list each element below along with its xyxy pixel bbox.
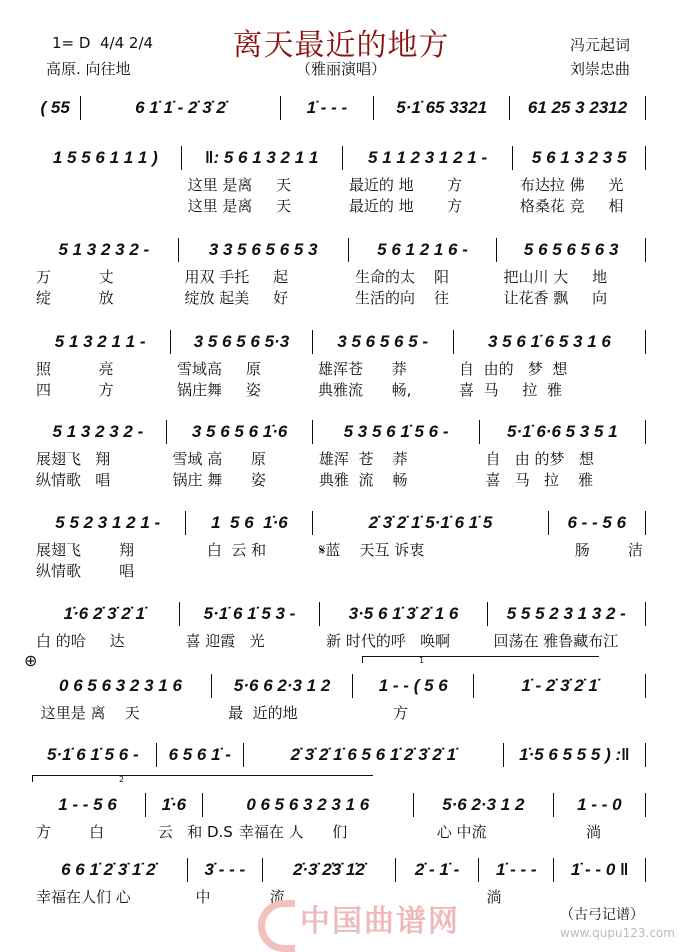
- lyric-segment: 心 中流: [436, 823, 487, 841]
- lyric-segment: 万 丈: [36, 268, 114, 286]
- measure: 1̇·5 6 5 5 5 ) :‖: [504, 743, 646, 767]
- measure: 3·5 6 1̇ 3̇ 2̇ 1 6: [320, 602, 487, 626]
- lyric-segment: [474, 704, 646, 722]
- measure: 2̇·3̇ 2̇3̇ 1̇2̇: [263, 858, 396, 882]
- lyric-segment: 展翅飞 翔: [36, 541, 135, 559]
- lyric-segment: 淌: [566, 823, 602, 841]
- lyric-line: [30, 562, 646, 580]
- lyric-segment: 白 的哈 达: [36, 632, 125, 650]
- lyric-segment: 肠 洁: [555, 541, 643, 559]
- lyric-segment: 𝄋蓝 天互 诉衷: [318, 541, 425, 559]
- lyric-segment: 用双 手托 起: [184, 268, 289, 286]
- staff-row: [30, 330, 646, 354]
- lyric-segment: 最 近的地: [218, 704, 298, 722]
- measure: 3̇ - - -: [188, 858, 263, 882]
- lyric-segment: 纵情歌 唱: [36, 562, 135, 580]
- volta-1-bracket: [362, 656, 599, 663]
- lyric-line: [30, 450, 646, 468]
- lyric-segment: 喜 马 拉 雅: [485, 471, 594, 489]
- measure: 3 5 6 5 6 5·3: [171, 330, 312, 354]
- staff-row: [30, 602, 646, 626]
- lyric-line: [30, 360, 646, 378]
- lyric-segment: 雪域 高 原: [172, 450, 266, 468]
- measure: 5·1̇ 6 1̇ 5 3 -: [180, 602, 321, 626]
- lyric-segment: 锅庄 舞 姿: [172, 471, 266, 489]
- measure: 2̇ 3̇ 2̇ 1̇ 6 5 6 1̇ 2̇ 3̇ 2̇ 1̇: [244, 743, 504, 767]
- lyricist: 冯元起词: [570, 36, 631, 54]
- measure: 5 1 1 2 3 1 2 1 -: [343, 146, 514, 170]
- measure: 2̇ 3̇ 2̇ 1̇ 5·1̇ 6 1̇ 5: [313, 511, 548, 535]
- measure: 1̇ - - -: [281, 96, 375, 120]
- measure: 5 5 2 3 1 2 1 -: [30, 511, 186, 535]
- volta-2-bracket: [32, 775, 373, 782]
- measure: 1 5 6 1̇·6: [186, 511, 313, 535]
- lyric-line: [30, 471, 646, 489]
- lyric-segment: 生命的太 阳: [354, 268, 450, 286]
- lyric-line: [30, 197, 646, 215]
- measure: 5 1 3 2 3 2 -: [30, 238, 179, 262]
- measure: 3 5 6 5 6 5 -: [313, 330, 454, 354]
- singer: （雅丽演唱）: [295, 60, 386, 78]
- staff-row: [30, 674, 646, 698]
- lyric-segment: [550, 562, 646, 580]
- measure: 5·1̇ 65 3321: [374, 96, 510, 120]
- lyric-line: [30, 704, 646, 722]
- lyric-segment: 典雅流 畅,: [318, 381, 412, 399]
- lyric-segment: 喜 迎霞 光: [185, 632, 265, 650]
- lyric-segment: 流: [269, 888, 285, 906]
- lyric-segment: 雄浑 苍 莽: [318, 450, 408, 468]
- lyric-segment: [30, 197, 182, 215]
- lyric-segment: 幸福在人们 心: [36, 888, 131, 906]
- volta-2-label: 2: [119, 775, 125, 784]
- measure: 61 25 3 2312: [510, 96, 646, 120]
- measure: 1 5 5 6 1 1 1 ): [30, 146, 182, 170]
- lyric-segment: 典雅 流 畅: [318, 471, 408, 489]
- lyric-segment: 把山川 大 地: [503, 268, 608, 286]
- measure: 5 1 3 2 1 1 -: [30, 330, 171, 354]
- measure: ( 55: [30, 96, 81, 120]
- lyric-line: [30, 268, 646, 286]
- lyric-segment: 展翅飞 翔: [36, 450, 111, 468]
- staff-row: [30, 743, 646, 767]
- lyric-segment: 自 由 的梦 想: [485, 450, 594, 468]
- measure: 6 6 1̇ 2̇ 3̇ 1̇ 2̇: [30, 858, 188, 882]
- measure: 1̇·6 2̇ 3̇ 2̇ 1̇: [30, 602, 180, 626]
- coda-sign: ⊕: [24, 651, 38, 670]
- measure: 1 - - 5 6: [30, 793, 146, 817]
- lyric-line: [30, 176, 646, 194]
- lyric-segment: 格桑花 竞 相: [519, 197, 624, 215]
- staff-row: [30, 96, 646, 120]
- song-title: 离天最近的地方: [232, 28, 450, 63]
- measure: 1 - - ( 5 6: [353, 674, 474, 698]
- lyric-segment: 这里 是离 天: [187, 197, 292, 215]
- measure: 0 6 5 6 3 2 3 1 6: [203, 793, 414, 817]
- measure: 5 6 1 2 1 6 -: [349, 238, 498, 262]
- lyric-segment: [187, 562, 313, 580]
- lyric-segment: 幸福在 人 们: [238, 823, 348, 841]
- lyric-line: [30, 823, 646, 841]
- measure: 2̇ - 1̇ -: [396, 858, 479, 882]
- staff-row: [30, 146, 646, 170]
- measure: 6 5 6 1̇ -: [157, 743, 244, 767]
- watermark-logo: [258, 900, 295, 952]
- measure: 5 6 1 3 2 3 5: [513, 146, 646, 170]
- lyric-segment: 绽 放: [36, 289, 114, 307]
- measure: 5·1̇ 6·6 5 3 5 1: [480, 420, 646, 444]
- lyric-segment: 四 方: [36, 381, 114, 399]
- measure: 5 6 5 6 5 6 3: [497, 238, 646, 262]
- lyric-segment: 方 白: [36, 823, 105, 841]
- staff-row: [30, 238, 646, 262]
- measure: 1̇ - - -: [479, 858, 554, 882]
- transcriber-credit: （古弓记谱）: [560, 907, 644, 923]
- lyric-segment: 锅庄舞 姿: [177, 381, 261, 399]
- measure: 5·6 2·3 1 2: [414, 793, 554, 817]
- lyric-segment: 让花香 飘 向: [503, 289, 608, 307]
- staff-row: [30, 793, 646, 817]
- key-signature: 1= D: [52, 34, 91, 52]
- lyric-segment: [313, 562, 550, 580]
- lyric-segment: [30, 176, 182, 194]
- lyric-segment: 这里 是离 天: [187, 176, 292, 194]
- measure: 0 6 5 6 3 2 3 1 6: [30, 674, 212, 698]
- measure: 3 5 6 5 6 1̇·6: [167, 420, 314, 444]
- lyric-segment: 布达拉 佛 光: [519, 176, 624, 194]
- lyric-segment: 自 由的 梦 想: [459, 360, 568, 378]
- lyric-segment: 最近的 地 方: [348, 197, 463, 215]
- staff-row: [30, 511, 646, 535]
- lyric-line: [30, 632, 646, 650]
- measure: ‖: 5 6 1 3 2 1 1: [182, 146, 343, 170]
- watermark-name: 中国曲谱网: [300, 904, 460, 939]
- lyric-segment: 绽放 起美 好: [184, 289, 289, 307]
- lyric-segment: 照 亮: [36, 360, 114, 378]
- measure: 1̇ - - 0 ‖: [554, 858, 646, 882]
- lyric-segment: 淌: [486, 888, 502, 906]
- volta-1-label: 1: [419, 656, 425, 665]
- measure: 3 3 5 6 5 6 5 3: [179, 238, 349, 262]
- lyric-segment: 雪域高 原: [177, 360, 261, 378]
- style-marking: 高原. 向往地: [46, 60, 131, 78]
- lyric-segment: 雄浑苍 莽: [318, 360, 407, 378]
- lyric-segment: 方: [359, 704, 408, 722]
- measure: 1̇ - 2̇ 3̇ 2̇ 1̇: [474, 674, 646, 698]
- lyric-line: [30, 289, 646, 307]
- lyric-segment: 生活的向 往: [354, 289, 450, 307]
- lyric-segment: 中: [195, 888, 211, 906]
- measure: 5 1 3 2 3 2 -: [30, 420, 167, 444]
- measure: 5·6 6 2·3 1 2: [212, 674, 353, 698]
- lyric-line: [30, 381, 646, 399]
- measure: 5 3 5 6 1̇ 5 6 -: [313, 420, 479, 444]
- lyric-segment: 这里是 离 天: [36, 704, 140, 722]
- measure: 3 5 6 1̇ 6 5 3 1 6: [454, 330, 646, 354]
- time-signature: 4/4 2/4: [100, 34, 154, 52]
- measure: 1̇·6: [146, 793, 203, 817]
- lyric-segment: 喜 马 拉 雅: [459, 381, 562, 399]
- lyric-segment: 最近的 地 方: [348, 176, 463, 194]
- staff-row: [30, 858, 646, 882]
- lyric-segment: 云 和 D.S: [143, 823, 233, 841]
- measure: 1 - - 0: [554, 793, 646, 817]
- measure: 6 - - 5 6: [549, 511, 646, 535]
- measure: 5 5 5 2 3 1 3 2 -: [488, 602, 646, 626]
- measure: 5·1̇ 6 1̇ 5 6 -: [30, 743, 157, 767]
- lyric-segment: [555, 888, 646, 906]
- lyric-segment: 回荡在 雅鲁藏布江: [493, 632, 619, 650]
- lyric-segment: 新 时代的呼 唤啊: [326, 632, 451, 650]
- measure: 6 1̇ 1̇ - 2̇ 3̇ 2̇: [81, 96, 280, 120]
- lyric-line: [30, 541, 646, 559]
- lyric-segment: 白 云 和: [192, 541, 267, 559]
- lyric-segment: 纵情歌 唱: [36, 471, 111, 489]
- staff-row: [30, 420, 646, 444]
- watermark-url: www.qupu123.com: [560, 926, 675, 940]
- composer: 刘崇忠曲: [570, 60, 631, 78]
